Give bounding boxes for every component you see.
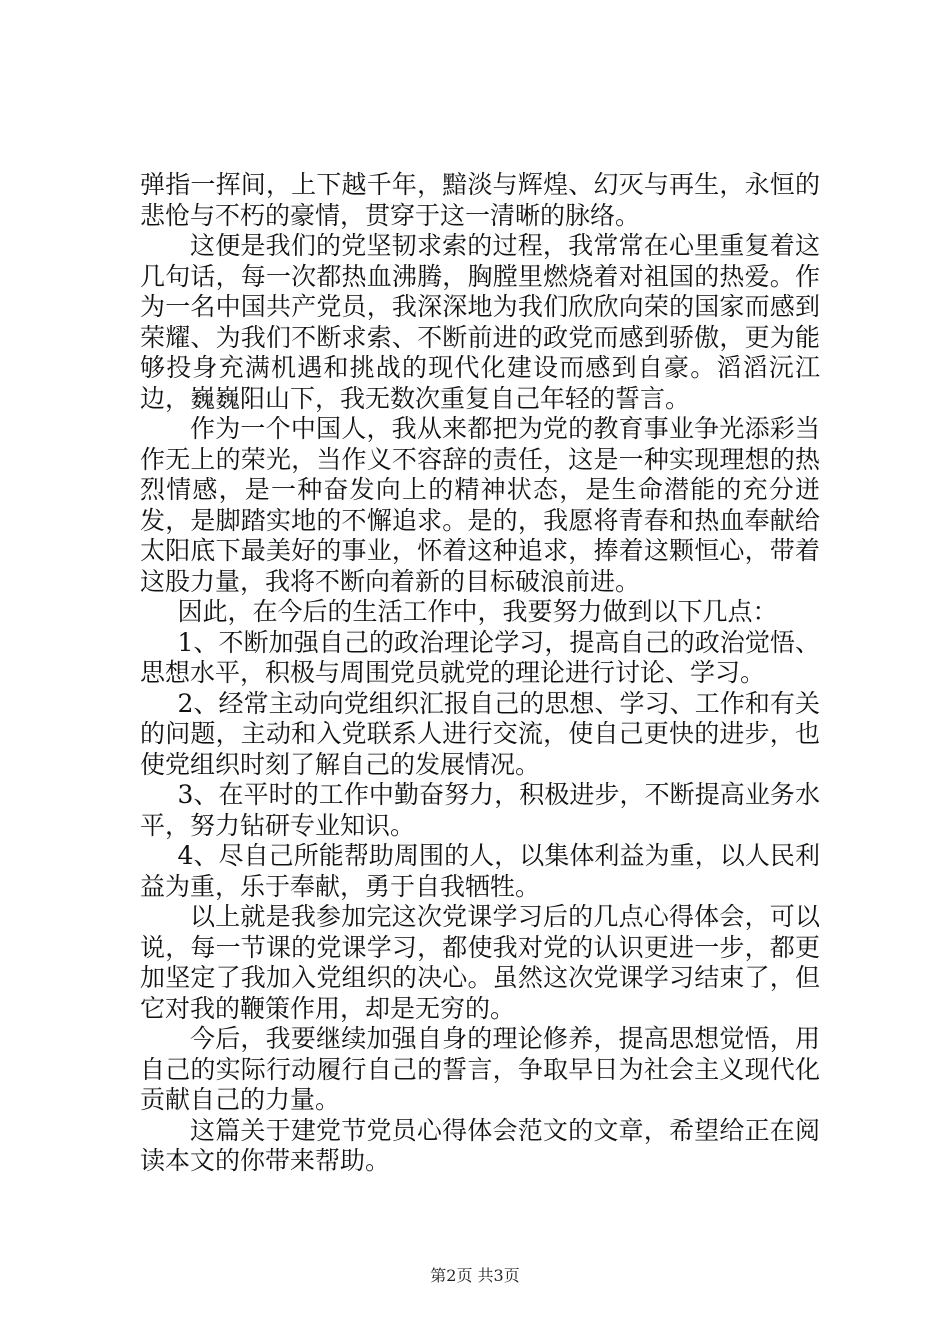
paragraph-4: 因此，在今后的生活工作中，我要努力做到以下几点： <box>177 597 778 626</box>
paragraph-6: 今后，我要继续加强自身的理论修养，提高思想觉悟，用自己的实际行动履行自己的誓言，争取早日为社会主义现代化贡献自己的力量。 <box>140 1024 820 1114</box>
list-item-4: 4、尽自己所能帮助周围的人，以集体利益为重，以人民利益为重，乐于奉献，勇于自我牺牲。 <box>140 841 820 901</box>
paragraph-5: 以上就是我参加完这次党课学习后的几点心得体会，可以说，每一节课的党课学习，都使我对党的认识更进一步，都更加坚定了我加入党组织的决心。虽然这次党课学习结束了，但它对我的鞭策作用，却是无穷的。 <box>140 902 820 1023</box>
paragraph-3: 作为一个中国人，我从来都把为党的教育事业争光添彩当作无上的荣光，当作义不容辞的责任，这是一种实现理想的热烈情感，是一种奋发向上的精神状态，是生命潜能的充分迸发，是脚踏实地的不懈追求。是的，我愿将青春和热血奉献给太阳底下最美好的事业，怀着这种追求，捧着这颗恒心，带着这股力量，我将不断向着新的目标破浪前进。 <box>140 414 820 596</box>
paragraph-7: 这篇关于建党节党员心得体会范文的文章，希望给正在阅读本文的你带来帮助。 <box>140 1115 820 1175</box>
list-item-2: 2、经常主动向党组织汇报自己的思想、学习、工作和有关的问题，主动和入党联系人进行交流，使自己更快的进步，也使党组织时刻了解自己的发展情况。 <box>140 688 820 779</box>
paragraph-2: 这便是我们的党坚韧求索的过程，我常常在心里重复着这几句话，每一次都热血沸腾，胸膛里燃烧着对祖国的热爱。作为一名中国共产党员，我深深地为我们欣欣向荣的国家而感到荣耀、为我们不断求索、不断前进的政党而感到骄傲，更为能够投身充满机遇和挑战的现代化建设而感到自豪。滔滔沅江边，巍巍阳山下，我无数次重复自己年轻的誓言。 <box>140 231 820 413</box>
list-item-3: 3、在平时的工作中勤奋努力，积极进步，不断提高业务水平，努力钻研专业知识。 <box>140 780 820 840</box>
document-body <box>140 170 820 1177</box>
page-number-footer: 第2页 共3页 <box>430 1266 520 1285</box>
paragraph-1: 弹指一挥间，上下越千年，黯淡与辉煌、幻灭与再生，永恒的悲怆与不朽的豪情，贯穿于这一清晰的脉络。 <box>140 170 820 230</box>
list-item-1: 1、不断加强自己的政治理论学习，提高自己的政治觉悟、思想水平，积极与周围党员就党的理论进行讨论、学习。 <box>140 627 820 687</box>
